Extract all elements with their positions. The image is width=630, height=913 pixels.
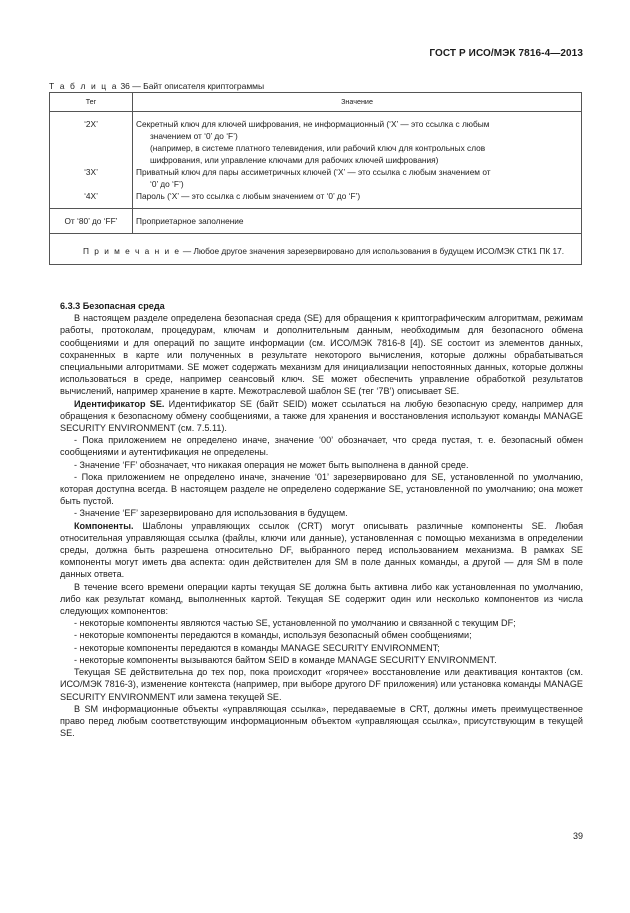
- list-item: - некоторые компоненты передаются в команды, используя безопасный обмен сообщениями;: [74, 630, 472, 641]
- value-line: Приватный ключ для пары ассиметричных ключей (‘X’ — это ссылка с любым значением от: [136, 167, 491, 177]
- paragraph-lead: Компоненты.: [74, 520, 134, 531]
- section-body: [60, 300, 583, 739]
- list-item: - некоторые компоненты вызываются байтом SEID в команде MANAGE SECURITY ENVIRONMENT.: [74, 654, 497, 665]
- tag-4x: ‘4X’: [84, 191, 98, 201]
- paragraph: В настоящем разделе определена безопасная среда (SE) для обращения к криптографическим алгоритмам, режимам работы, протоколам, процедурам, ключам и дополнительным данным, необходимым для безопасного обмена сообщениями и для операций по защите информации (см. ИСО/МЭК 7816-8 [4]). SE состоит из элементов данных, сохраненных в карте или полученных в результате некоторого вычисления, которые должны обрабатываться специальными алгоритмами. SE может содержать механизм для инициализации непостоянных данных, которые должны использоваться в среде, например сеансовый ключ. SE может обеспечить управление обработкой результатов вычислений, например хранение в карте. Межотраслевой шаблон SE (тег ‘7B’) описывает SE.: [60, 313, 583, 397]
- tag-cell: [50, 112, 133, 209]
- paragraph: В течение всего времени операции карты текущая SE должна быть активна либо как установленная по умолчанию, либо как результат команд, выполненных картой. Текущая SE содержит один или несколько компонентов из числа следующих компонентов:: [60, 581, 583, 617]
- list-item: - Пока приложением не определено иначе, значение ‘01’ зарезервировано для SE, установленной по умолчанию, которая доступна всегда. В настоящем разделе не определено содержание SE, установленной по умолчанию; она может быть пустой.: [60, 471, 583, 507]
- table-caption-text: 36 — Байт описателя криптограммы: [120, 81, 265, 91]
- paragraph: Компоненты. Шаблоны управляющих ссылок (CRT) могут описывать различные компоненты SE. Любая относительная управляющая ссылка (файлы, ключи или данные), установленная с помощью механизма в определении среды, должна быть разрешена относительно DF, выбранного перед использованием механизма. В рамках SE компоненты могут иметь два аспекта: один действителен для SM в поле данных команды, а другой — для SM в поле данных ответа.: [60, 520, 583, 580]
- note-label: П р и м е ч а н и е: [83, 246, 181, 256]
- tag-2x: ‘2X’: [84, 119, 98, 129]
- table-note: [55, 245, 577, 257]
- table-header-row: [50, 93, 582, 112]
- table-caption-label: Т а б л и ц а: [49, 81, 119, 91]
- table-note-row: [50, 234, 582, 265]
- note-text: — Любое другое значения зарезервировано для использования в будущем ИСО/МЭК СТК1 ПК 17.: [180, 246, 565, 256]
- paragraph: В SM информационные объекты «управляющая ссылка», передаваемые в CRT, должны иметь преимущественное право перед любым соответствующим информационным объектом «управляющая ссылка», присутствующим в текущей SE.: [60, 703, 583, 739]
- paragraph-lead: Идентификатор SE.: [74, 398, 165, 409]
- column-header-value: Значение: [133, 93, 582, 112]
- paragraph: Текущая SE действительна до тех пор, пока происходит «горячее» восстановление или деактивация контактов (см. ИСО/МЭК 7816-3), изменение контекста (например, при выборе другого DF приложения) или установка команды MANAGE SECURITY ENVIRONMENT или замена текущей SE.: [60, 667, 583, 702]
- section-heading: 6.3.3 Безопасная среда: [60, 301, 165, 311]
- column-header-tag: Тег: [50, 93, 133, 112]
- table-note-cell: [50, 234, 582, 265]
- list-item: - Значение ‘FF’ обозначает, что никакая операция не может быть выполнена в данной среде.: [74, 459, 469, 470]
- value-line: Секретный ключ для ключей шифрования, не информационный (‘X’ — это ссылка с любым: [136, 119, 490, 129]
- paragraph: Идентификатор SE. Идентификатор SE (байт SEID) может ссылаться на любую безопасную среду, например для обращения к безопасному обмену сообщениями, а также для хранения и восстановления используют команды MANAGE SECURITY ENVIRONMENT (см. 7.5.11).: [60, 398, 584, 434]
- page-number: 39: [572, 831, 583, 841]
- table-caption: [49, 81, 264, 91]
- value-line: (например, в системе платного телевидения, или рабочий ключ для контрольных слов: [150, 143, 486, 153]
- document-header: ГОСТ Р ИСО/МЭК 7816-4—2013: [429, 48, 583, 59]
- list-item: - Значение ‘EF’ зарезервировано для использования в будущем.: [74, 508, 348, 519]
- list-item: - некоторые компоненты передаются в команды MANAGE SECURITY ENVIRONMENT;: [74, 642, 440, 653]
- list-item: - Пока приложением не определено иначе, значение ‘00’ обозначает, что среда пустая, т. е. безопасный обмен сообщениями и аутентификация не определены.: [60, 435, 583, 458]
- tag-cell: От ‘80’ до ‘FF’: [50, 209, 133, 234]
- crypto-descriptor-table: [49, 92, 582, 265]
- value-cell: [133, 112, 582, 209]
- value-line: Пароль (‘X’ — это ссылка с любым значением от ‘0’ до ‘F’): [136, 191, 361, 201]
- list-item: - некоторые компоненты являются частью SE, установленной по умолчанию и связанной с текущим DF;: [74, 618, 516, 629]
- table-row: [50, 209, 582, 234]
- tag-3x: ‘3X’: [84, 167, 98, 177]
- value-line: ‘0’ до ‘F’): [150, 179, 184, 189]
- value-line: значением от ‘0’ до ‘F’): [150, 131, 238, 141]
- value-cell: Проприетарное заполнение: [133, 209, 582, 234]
- value-line: шифрования, или управление ключами для рабочих ключей шифрования): [150, 155, 439, 165]
- table-row: [50, 112, 582, 209]
